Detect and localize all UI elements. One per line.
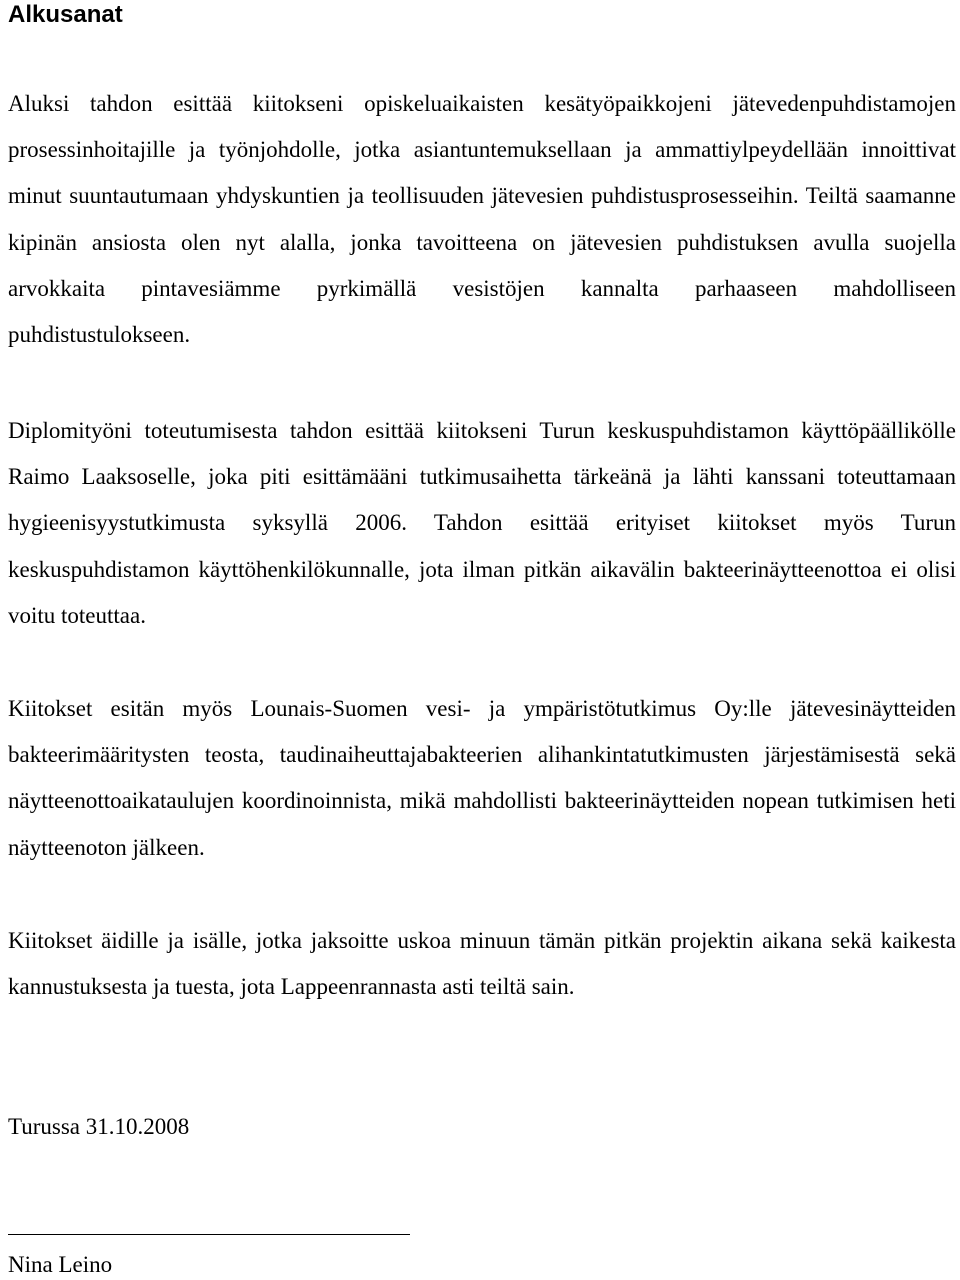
signature-name: Nina Leino [8,1252,113,1277]
paragraph-3: Kiitokset esitän myös Lounais-Suomen vesi- ja ympäristötutkimus Oy:lle jätevesinäytteiden bakteerimääritysten teosta, taudinaiheuttajabakteerien alihankintatutkimusten järjestämisestä sekä näytteenottoaikataulujen koordinoinnista, mikä mahdollisti bakteerinäytteiden nopean tutkimisen heti näytteenoton jälkeen. [8,696,956,860]
page-title: Alkusanat [8,1,123,28]
place-date: Turussa 31.10.2008 [8,1114,190,1139]
paragraph-1: Aluksi tahdon esittää kiitokseni opiskeluaikaisten kesätyöpaikkojeni jätevedenpuhdistamojen prosessinhoitajille ja työnjohdolle, jotka asiantuntemuksellaan ja ammattiylpeydellään innoittivat minut suuntautumaan yhdyskuntien ja teollisuuden jätevesien puhdistusprosesseihin. Teiltä saamanne kipinän ansiosta olen nyt alalla, jonka tavoitteena on jätevesien puhdistuksen avulla suojella arvokkaita pintavesiämme pyrkimällä vesistöjen kannalta parhaaseen mahdolliseen puhdistustulokseen. [8,91,956,348]
paragraph-2: Diplomityöni toteutumisesta tahdon esittää kiitokseni Turun keskuspuhdistamon käyttöpäällikölle Raimo Laaksoselle, joka piti esittämääni tutkimusaihetta tärkeänä ja lähti kanssani toteuttamaan hygieenisyystutkimusta syksyllä 2006. Tahdon esittää erityiset kiitokset myös Turun keskuspuhdistamon käyttöhenkilökunnalle, jota ilman pitkän aikavälin bakteerinäytteenottoa ei olisi voitu toteuttaa. [8,418,956,628]
signature-line [8,1234,410,1235]
paragraph-4: Kiitokset äidille ja isälle, jotka jaksoitte uskoa minuun tämän pitkän projektin aikana sekä kaikesta kannustuksesta ja tuesta, jota Lappeenrannasta asti teiltä sain. [8,928,956,1000]
